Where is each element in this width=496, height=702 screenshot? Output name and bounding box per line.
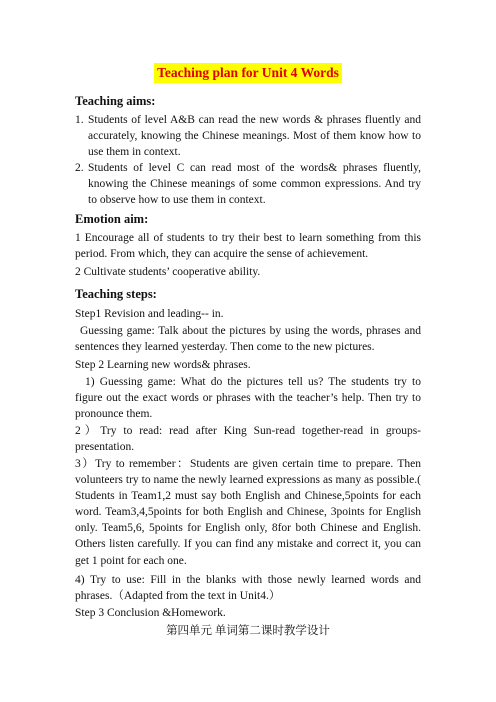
teaching-aims-list	[75, 112, 421, 209]
aim-item-2	[75, 160, 421, 208]
document-title: Teaching plan for Unit 4 Words	[154, 63, 342, 83]
step2-paragraph-4: 4) Try to use: Fill in the blanks with those newly learned words and phrases.（Adapted from the text in Unit4.）	[75, 574, 421, 603]
emotion-aim-heading: Emotion aim:	[75, 212, 149, 226]
step2-title: Step 2 Learning new words& phrases.	[75, 359, 251, 371]
emotion-aim-line-2: 2 Cultivate students’ cooperative ability.	[75, 266, 261, 278]
step2-paragraph-1: 1) Guessing game: What do the pictures tell us? The students try to figure out the exact words or phrases with the teacher’s help. Then try to pronounce them.	[75, 376, 421, 421]
step1-title: Step1 Revision and leading-- in.	[75, 308, 224, 320]
emotion-aim-line-1: 1 Encourage all of students to try their best to learn something from this period. From which, they can acquire the sense of achievement.	[75, 232, 421, 261]
title-container	[75, 63, 421, 83]
step1-body: Guessing game: Talk about the pictures by using the words, phrases and sentences they learned yesterday. Then come to the new pictures.	[75, 325, 421, 354]
footer-caption: 第四单元 单词第二课时教学设计	[166, 625, 330, 637]
aim-number-2: 2.	[75, 162, 84, 175]
step2-paragraph-2: 2）Try to read: read after King Sun-read together-read in groups-presentation.	[75, 425, 421, 454]
step2-paragraph-3: 3）Try to remember：Students are given certain time to prepare. Then volunteers try to name the newly learned expressions as many as possible.( Students in Team1,2 must say both English and Chinese,5points for each word. Team3,4,5points for both English and Chinese, 3points for English only. Team5,6, 5points for English only, 8for both Chinese and English. Others listen carefully. If you can find any mistake and correct it, you can get 1 point for each one.	[75, 458, 421, 567]
aim-text-1: Students of level A&B can read the new words & phrases fluently and accurately, knowing the Chinese meanings. Most of them know how to use them in context.	[88, 114, 421, 159]
aim-text-2: Students of level C can read most of the words& phrases fluently, knowing the Chinese meanings of some common expressions. And try to observe how to use them in context.	[88, 162, 421, 207]
step3-title: Step 3 Conclusion &Homework.	[75, 607, 226, 619]
teaching-aims-heading: Teaching aims:	[75, 94, 156, 108]
teaching-steps-heading: Teaching steps:	[75, 287, 157, 301]
aim-item-1	[75, 112, 421, 160]
aim-number-1: 1.	[75, 114, 84, 126]
